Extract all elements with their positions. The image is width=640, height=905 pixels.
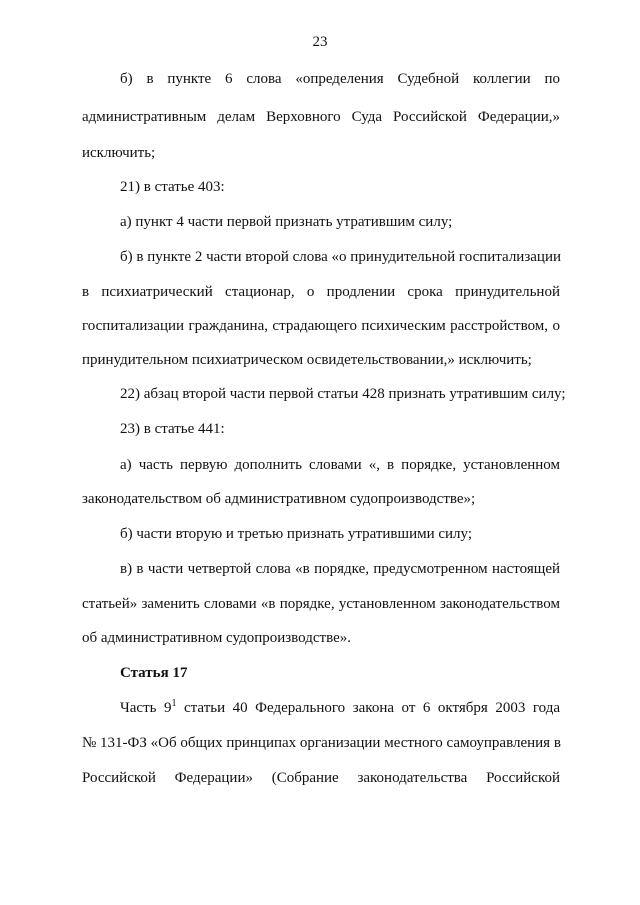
list-item: б) части вторую и третью признать утратившими силу;	[120, 526, 473, 542]
paragraph-line: статьей» заменить словами «в порядке, установленном законодательством	[82, 596, 560, 612]
paragraph-line: принудительном психиатрическом освидетельствовании,» исключить;	[82, 352, 532, 368]
paragraph-line: а) часть первую дополнить словами «, в порядке, установленном	[120, 457, 560, 473]
paragraph-line: госпитализации гражданина, страдающего психическим расстройством, о	[82, 318, 560, 334]
paragraph-line: исключить;	[82, 145, 156, 161]
list-item: 22) абзац второй части первой статьи 428 признать утратившим силу;	[120, 386, 566, 402]
paragraph-line: № 131-ФЗ «Об общих принципах организации местного самоуправления в	[82, 735, 561, 751]
list-item: 21) в статье 403:	[120, 179, 225, 195]
paragraph-line: б) в пункте 2 части второй слова «о принудительной госпитализации	[120, 249, 561, 265]
article-heading: Статья 17	[120, 665, 188, 681]
paragraph-line: в) в части четвертой слова «в порядке, предусмотренном настоящей	[120, 561, 560, 577]
list-item: 23) в статье 441:	[120, 421, 225, 437]
paragraph-line: административным делам Верховного Суда Российской Федерации,»	[82, 109, 560, 125]
paragraph-line: законодательством об административном судопроизводстве»;	[82, 491, 476, 507]
paragraph-line: б) в пункте 6 слова «определения Судебной коллегии по	[120, 71, 560, 87]
paragraph-line	[82, 691, 560, 725]
paragraph-line: об административном судопроизводстве».	[82, 630, 351, 646]
page-number: 23	[312, 34, 328, 50]
list-item: а) пункт 4 части первой признать утратившим силу;	[120, 214, 453, 230]
article-ref-text: Часть 9	[120, 700, 172, 716]
paragraph-line: Российской Федерации» (Собрание законодательства Российской	[82, 770, 560, 786]
superscript-index: 1	[171, 698, 177, 709]
article-ref-text-rest: статьи 40 Федерального закона от 6 октября 2003 года	[176, 700, 561, 716]
paragraph-line: в психиатрический стационар, о продлении срока принудительной	[82, 284, 560, 300]
